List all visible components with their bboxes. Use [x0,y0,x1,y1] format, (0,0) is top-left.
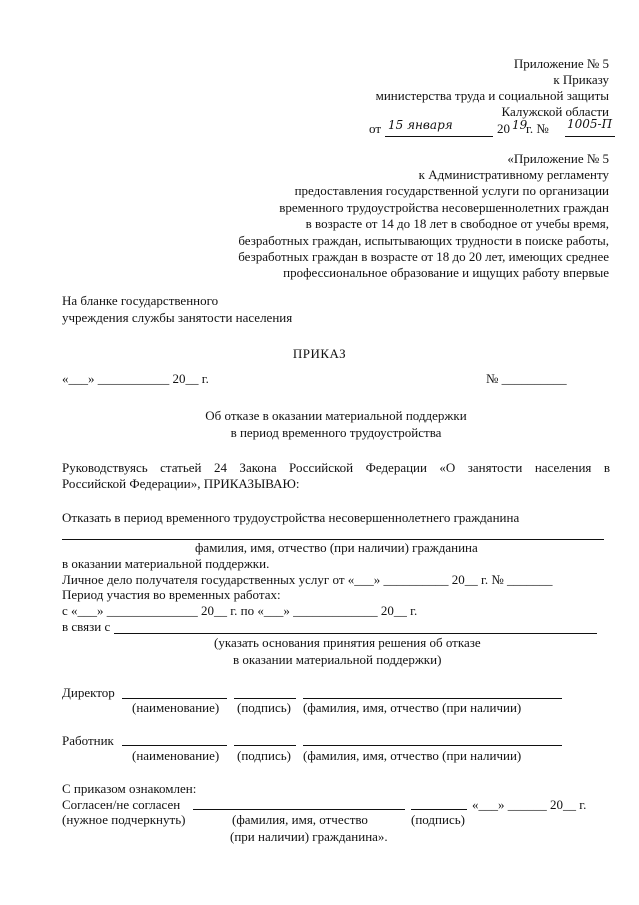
ack-caption-left: (нужное подчеркнуть) [62,812,186,827]
regulation-line: в возрасте от 14 до 18 лет в свободное от учебы время, [305,216,609,231]
basis-line-1: Руководствуясь статьей 24 Закона Российской Федерации «О занятости населения в [62,460,610,475]
ack-sign-underline [411,809,467,810]
director-fio-underline [303,698,562,699]
subject-line-1: Об отказе в оказании материальной поддержки [205,408,467,423]
fio-caption: фамилия, имя, отчество (при наличии) гражданина [195,540,478,555]
ack-caption-right: (подпись) [411,812,465,827]
worker-sign-underline [234,745,296,746]
regulation-line: профессиональное образование и ищущих работу впервые [283,265,609,280]
ack-label: Согласен/не согласен [62,797,181,812]
basis-line-2: Российской Федерации», ПРИКАЗЫВАЮ: [62,476,300,491]
letterhead-line-2: учреждения службы занятости населения [62,310,293,325]
reason-caption-2: в оказании материальной поддержки) [233,652,442,667]
director-name-underline [122,698,227,699]
regulation-line: «Приложение № 5 [507,151,609,166]
subject-line-2: в период временного трудоустройства [230,425,442,440]
worker-caption-fio: (фамилия, имя, отчество (при наличии) [303,748,522,763]
appendix-date-prefix: от [369,121,382,136]
appendix-date-handwritten: 15 января [388,118,453,132]
worker-name-underline [122,745,227,746]
director-caption-sign: (подпись) [237,700,291,715]
order-number-line: № __________ [486,371,567,386]
appendix-line-4: Калужской области [501,104,609,119]
director-label: Директор [62,685,115,700]
director-sign-underline [234,698,296,699]
appendix-date-underline [385,136,493,137]
appendix-year-handwritten: 19 [512,118,528,132]
appendix-line-1: Приложение № 5 [513,56,609,71]
worker-caption-name: (наименование) [132,748,220,763]
director-caption-fio: (фамилия, имя, отчество (при наличии) [303,700,522,715]
appendix-number-handwritten: 1005-П [567,117,613,131]
regulation-line: предоставления государственной услуги по организации [294,183,609,198]
appendix-number-underline [565,136,615,137]
ack-date: «___» ______ 20__ г. [472,797,587,812]
regulation-line: безработных граждан в возрасте от 18 до 20 лет, имеющих среднее [238,249,609,264]
ack-line-4: (при наличии) гражданина». [230,829,388,844]
support-line: в оказании материальной поддержки. [62,556,270,571]
period-line: с «___» ______________ 20__ г. по «___» _____________ 20__ г. [62,603,418,618]
appendix-line-2: к Приказу [553,72,609,87]
reason-caption-1: (указать основания принятия решения об отказе [214,635,481,650]
worker-label: Работник [62,733,114,748]
appendix-line-3: министерства труда и социальной защиты [375,88,609,103]
order-title: ПРИКАЗ [292,346,347,361]
ack-line-1: С приказом ознакомлен: [62,781,197,796]
ack-caption-mid: (фамилия, имя, отчество [232,812,368,827]
appendix-year-prefix: 20 [497,121,510,136]
worker-caption-sign: (подпись) [237,748,291,763]
regulation-line: к Административному регламенту [418,167,609,182]
reason-underline [114,633,597,634]
letterhead-line-1: На бланке государственного [62,293,219,308]
personal-case-line: Личное дело получателя государственных услуг от «___» __________ 20__ г. № _______ [62,572,553,587]
refuse-line: Отказать в период временного трудоустройства несовершеннолетнего гражданина [62,510,520,525]
worker-fio-underline [303,745,562,746]
director-caption-name: (наименование) [132,700,220,715]
appendix-year-suffix: г. № [526,121,549,136]
ack-fio-underline [193,809,405,810]
regulation-line: временного трудоустройства несовершеннолетних граждан [279,200,609,215]
order-date-line: «___» ___________ 20__ г. [62,371,209,386]
regulation-line: безработных граждан, испытывающих трудности в поиске работы, [238,233,609,248]
period-label: Период участия во временных работах: [62,587,281,602]
reason-label: в связи с [62,619,111,634]
